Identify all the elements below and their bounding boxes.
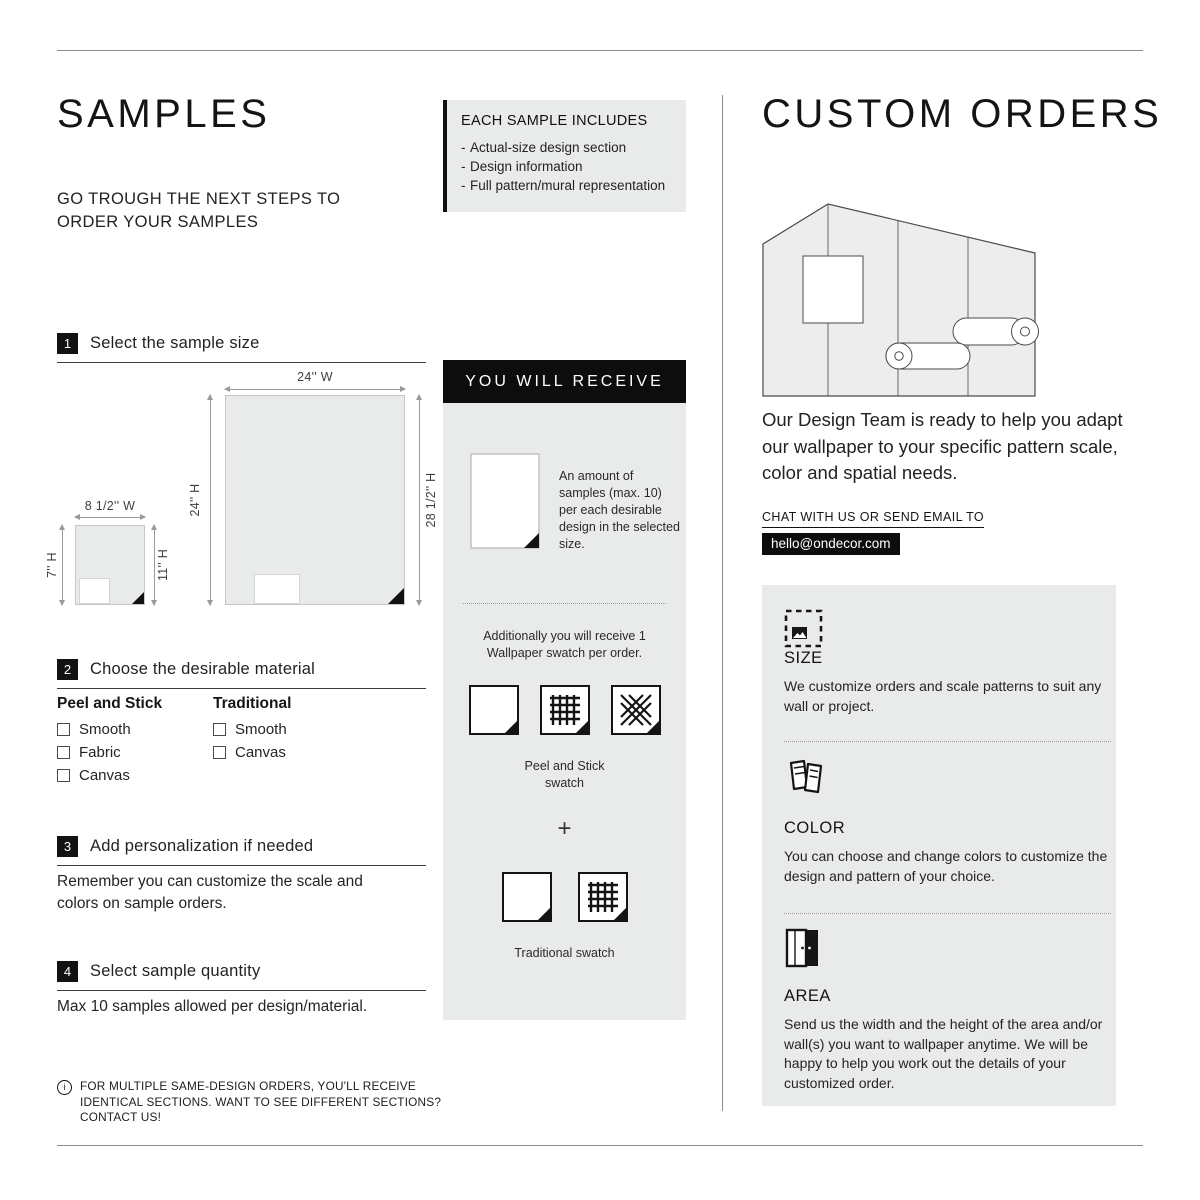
large-sample-inner-section (254, 574, 300, 604)
includes-title: EACH SAMPLE INCLUDES (461, 113, 648, 129)
image-frame-icon (784, 609, 824, 654)
house-wallpaper-illustration (758, 196, 1043, 406)
material-option-peel-smooth[interactable] (57, 721, 131, 738)
large-width-label: 24'' W (297, 370, 333, 384)
feature-area-title: AREA (784, 987, 831, 1005)
feature-color-text: You can choose and change colors to customize the design and pattern of your choice. (784, 848, 1108, 884)
includes-item: - Design information (461, 157, 672, 176)
small-height-left-label: 7'' H (45, 552, 59, 578)
checkbox-icon[interactable] (213, 723, 226, 736)
small-height-left-dim-line (62, 525, 63, 605)
large-height-left-label: 24'' H (188, 483, 202, 517)
receive-header: YOU WILL RECEIVE (443, 360, 686, 403)
small-sample-inner-section (79, 578, 110, 604)
step-2-label: Choose the desirable material (90, 660, 316, 678)
samples-title: SAMPLES (57, 92, 271, 136)
step-1-number-badge: 1 (57, 333, 78, 354)
dotted-divider (463, 603, 666, 604)
includes-item: - Full pattern/mural representation (461, 176, 672, 195)
step-3-label: Add personalization if needed (90, 837, 314, 855)
footnote-text: FOR MULTIPLE SAME-DESIGN ORDERS, YOU'LL RECEIVE IDENTICAL SECTIONS. WANT TO SEE DIFFERENT SECTIONS? CONTACT US! (80, 1079, 442, 1124)
includes-item: - Actual-size design section (461, 138, 672, 157)
additional-text: Additionally you will receive 1 Wallpaper swatch per order. (483, 629, 646, 660)
plus-icon: + (557, 815, 572, 842)
grid-swatch-icon (578, 872, 628, 927)
material-option-label: Fabric (79, 744, 121, 761)
custom-features-panel (762, 585, 1116, 1106)
feature-color-title: COLOR (784, 819, 846, 837)
samples-intro: GO TROUGH THE NEXT STEPS TO ORDER YOUR SAMPLES (57, 190, 341, 231)
feature-area-text: Send us the width and the height of the area and/or wall(s) you want to wallpaper anytime. We will be happy to help you work out the details of your customized order. (784, 1016, 1103, 1091)
material-option-peel-fabric[interactable] (57, 744, 121, 761)
checkbox-icon[interactable] (57, 769, 70, 782)
wall-panels-icon (784, 927, 822, 974)
design-team-intro: Our Design Team is ready to help you adapt our wallpaper to your specific pattern scale, color and spatial needs. (762, 409, 1123, 483)
step-2-number-badge: 2 (57, 659, 78, 680)
material-option-trad-canvas[interactable] (213, 744, 286, 761)
traditional-swatch-row (443, 872, 686, 927)
grid-swatch-icon (540, 685, 590, 740)
step-4-header (57, 961, 426, 991)
info-icon: i (57, 1080, 72, 1095)
column-divider (722, 95, 723, 1111)
dotted-divider (784, 741, 1111, 742)
step-3-header (57, 836, 426, 866)
large-width-dim-line (225, 389, 405, 390)
small-sample-rect (75, 525, 145, 605)
peel-swatch-row (443, 685, 686, 740)
top-divider (57, 50, 1143, 51)
material-option-label: Smooth (79, 721, 131, 738)
dotted-divider (784, 913, 1111, 914)
material-option-label: Canvas (79, 767, 130, 784)
large-sample-rect (225, 395, 405, 605)
plain-swatch-icon (469, 685, 519, 740)
step-3-number-badge: 3 (57, 836, 78, 857)
color-swatches-icon (784, 757, 828, 806)
material-option-trad-smooth[interactable] (213, 721, 287, 738)
step-4-label: Select sample quantity (90, 962, 261, 980)
small-sample-fold-corner-icon (132, 592, 144, 604)
small-width-label: 8 1/2'' W (84, 499, 136, 513)
feature-size-text: We customize orders and scale patterns to suit any wall or project. (784, 678, 1102, 714)
large-height-left-dim-line (210, 395, 211, 605)
material-option-label: Canvas (235, 744, 286, 761)
large-height-right-label: 28 1/2'' H (424, 472, 438, 528)
checkbox-icon[interactable] (57, 723, 70, 736)
traditional-title: Traditional (213, 695, 292, 712)
step-2-header (57, 659, 426, 689)
material-option-label: Smooth (235, 721, 287, 738)
email-link[interactable]: hello@ondecor.com (762, 533, 900, 555)
checkbox-icon[interactable] (57, 746, 70, 759)
large-height-right-dim-line (419, 395, 420, 605)
footnote (57, 1079, 477, 1126)
checkbox-icon[interactable] (213, 746, 226, 759)
quantity-text: Max 10 samples allowed per design/material. (57, 998, 368, 1015)
sample-sheet-icon (470, 453, 540, 554)
bottom-divider (57, 1145, 1143, 1146)
feature-size-title: SIZE (784, 649, 823, 667)
crosshatch-swatch-icon (611, 685, 661, 740)
personalization-text: Remember you can customize the scale and colors on sample orders. (57, 873, 363, 912)
small-height-right-label: 11'' H (156, 548, 170, 582)
large-sample-fold-corner-icon (388, 588, 404, 604)
each-sample-includes-box (443, 100, 686, 212)
plain-swatch-icon (502, 872, 552, 927)
traditional-swatch-caption: Traditional swatch (514, 946, 615, 960)
step-1-label: Select the sample size (90, 334, 260, 352)
small-width-dim-line (75, 517, 145, 518)
step-1-header (57, 333, 426, 363)
step-4-number-badge: 4 (57, 961, 78, 982)
peel-and-stick-title: Peel and Stick (57, 695, 163, 712)
you-will-receive-panel (443, 360, 686, 1020)
chat-label: CHAT WITH US OR SEND EMAIL TO (762, 510, 984, 528)
custom-orders-title: CUSTOM ORDERS (762, 92, 1163, 136)
material-option-peel-canvas[interactable] (57, 767, 130, 784)
samples-amount-text: An amount of samples (max. 10) per each desirable design in the selected size. (559, 469, 680, 551)
peel-swatch-caption: Peel and Stick swatch (524, 759, 605, 790)
